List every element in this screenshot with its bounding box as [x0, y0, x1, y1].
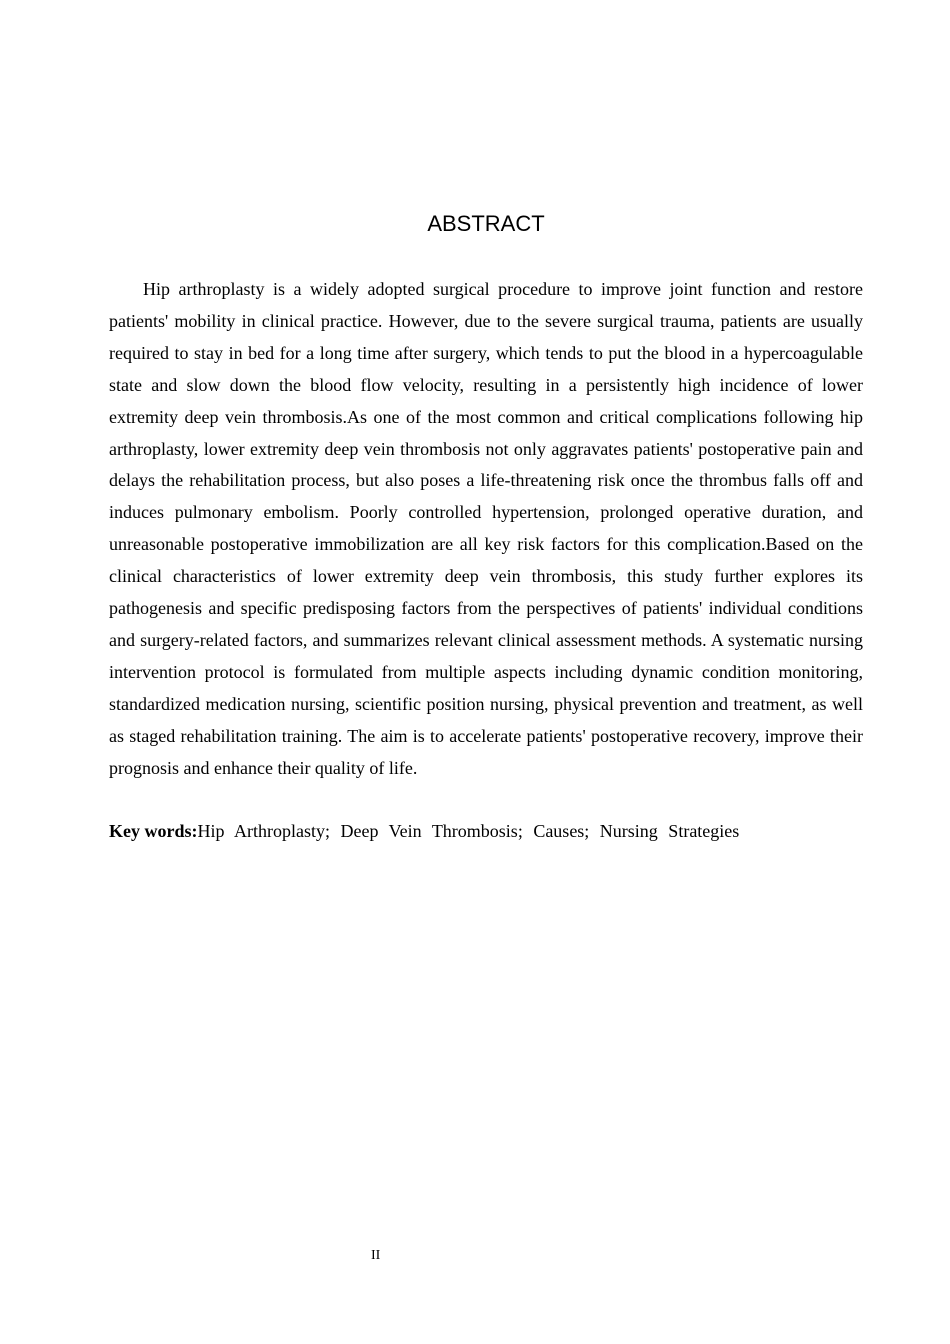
keywords-label: Key words:: [109, 821, 198, 841]
keywords-text: Hip Arthroplasty; Deep Vein Thrombosis; Causes; Nursing Strategies: [197, 821, 740, 841]
keywords-line: [109, 816, 863, 848]
abstract-title: ABSTRACT: [427, 211, 545, 236]
abstract-body: Hip arthroplasty is a widely adopted surgical procedure to improve joint function and restore patients' mobility in clinical practice. However, due to the severe surgical trauma, patients are usually required to stay in bed for a long time after surgery, which tends to put the blood in a hypercoagulable state and slow down the blood flow velocity, resulting in a persistently high incidence of lower extremity deep vein thrombosis.As one of the most common and critical complications following hip arthroplasty, lower extremity deep vein thrombosis not only aggravates patients' postoperative pain and delays the rehabilitation process, but also poses a life-threatening risk once the thrombus falls off and induces pulmonary embolism. Poorly controlled hypertension, prolonged operative duration, and unreasonable postoperative immobilization are all key risk factors for this complication.Based on the clinical characteristics of lower extremity deep vein thrombosis, this study further explores its pathogenesis and specific predisposing factors from the perspectives of patients' individual conditions and surgery-related factors, and summarizes relevant clinical assessment methods. A systematic nursing intervention protocol is formulated from multiple aspects including dynamic condition monitoring, standardized medication nursing, scientific position nursing, physical prevention and treatment, as well as staged rehabilitation training. The aim is to accelerate patients' postoperative recovery, improve their prognosis and enhance their quality of life.: [109, 279, 863, 778]
page-number: II: [371, 1248, 381, 1263]
